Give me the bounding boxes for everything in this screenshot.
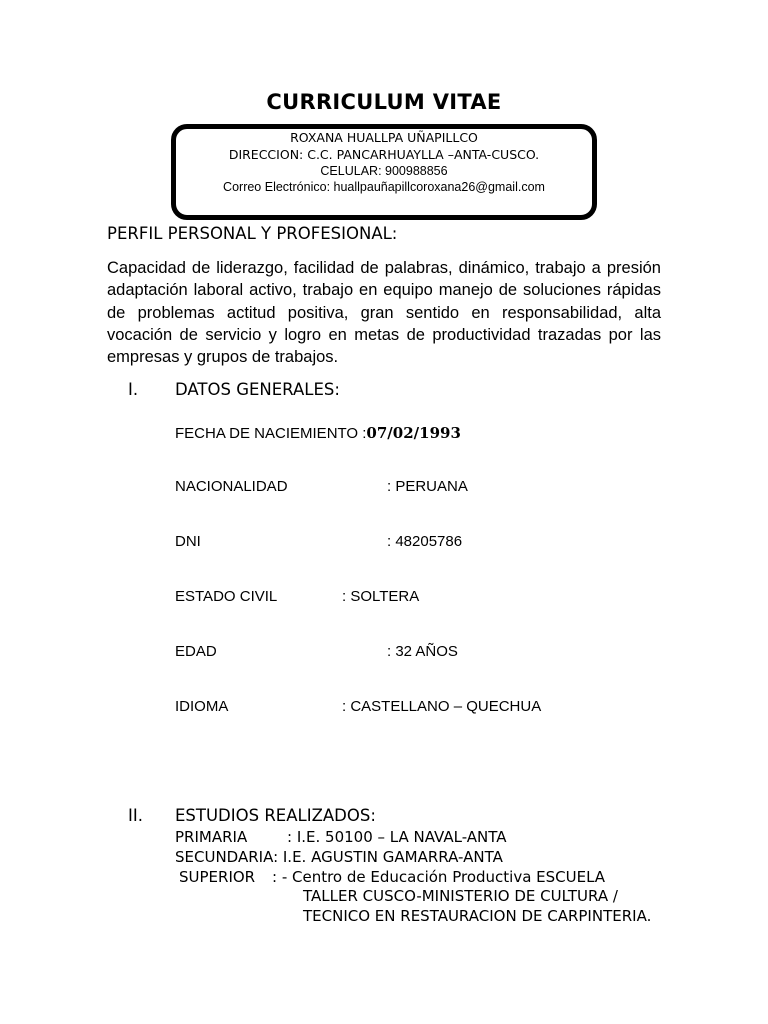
superior-line-1: : - Centro de Educación Productiva ESCUELA — [272, 868, 606, 886]
studies-heading: ESTUDIOS REALIZADOS: — [175, 806, 376, 825]
section-number-studies: II. — [128, 806, 143, 825]
section-number-general: I. — [128, 380, 139, 399]
superior-line-2: TALLER CUSCO-MINISTERIO DE CULTURA / — [303, 887, 618, 905]
civil-status-value: : SOLTERA — [342, 588, 420, 605]
superior-line-3: TECNICO EN RESTAURACION DE CARPINTERIA. — [303, 907, 652, 925]
language-label: IDIOMA — [175, 698, 229, 715]
age-label: EDAD — [175, 643, 217, 660]
civil-status-label: ESTADO CIVIL — [175, 588, 278, 605]
nationality-label: NACIONALIDAD — [175, 478, 288, 495]
birth-row — [175, 424, 461, 443]
contact-email: Correo Electrónico: huallpauñapillcoroxana26@gmail.com — [223, 180, 545, 194]
superior-label: SUPERIOR — [179, 868, 256, 886]
primary-label: PRIMARIA — [175, 828, 248, 846]
dni-label: DNI — [175, 533, 201, 550]
birth-label: FECHA DE NACIEMIENTO : — [175, 425, 367, 442]
contact-phone: CELULAR: 900988856 — [320, 164, 448, 178]
document-title: CURRICULUM VITAE — [266, 90, 502, 114]
general-heading: DATOS GENERALES: — [175, 380, 340, 399]
profile-text: Capacidad de liderazgo, facilidad de palabras, dinámico, trabajo a presión adaptación laboral activo, trabajo en equipo manejo de soluciones rápidas de problemas actitud positiva, gran sentido en responsabilidad, alta vocación de servicio y logro en metas de productividad trazadas por las empresas y grupos de trabajos. — [107, 259, 661, 367]
profile-heading: PERFIL PERSONAL Y PROFESIONAL: — [107, 224, 398, 243]
nationality-value: : PERUANA — [387, 478, 468, 495]
dni-value: : 48205786 — [387, 533, 463, 550]
language-value: : CASTELLANO – QUECHUA — [342, 698, 542, 715]
primary-value: : I.E. 50100 – LA NAVAL-ANTA — [287, 828, 507, 846]
contact-address: DIRECCION: C.C. PANCARHUAYLLA –ANTA-CUSCO. — [228, 147, 540, 162]
age-value: : 32 AÑOS — [387, 643, 458, 660]
birth-value: 07/02/1993 — [366, 424, 461, 442]
contact-name: ROXANA HUALLPA UÑAPILLCO — [290, 130, 478, 145]
secondary-text: SECUNDARIA: I.E. AGUSTIN GAMARRA-ANTA — [175, 848, 503, 866]
